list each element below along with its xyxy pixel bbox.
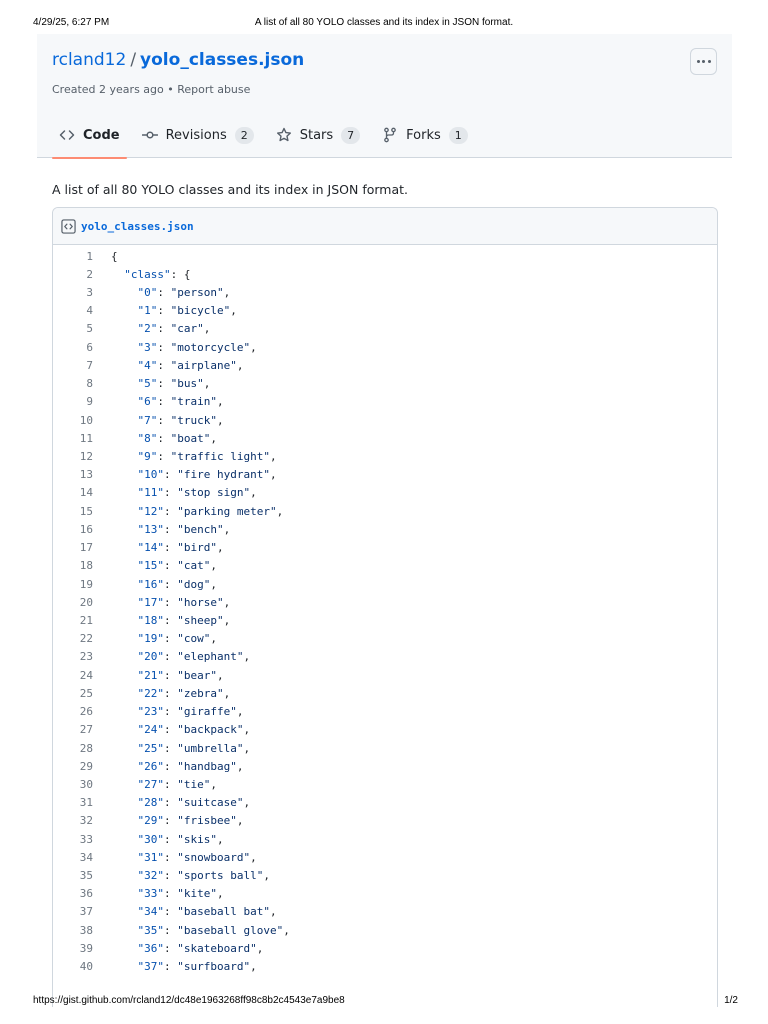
line-code: "26": "handbag", — [137, 759, 244, 773]
line-number[interactable]: 32 — [79, 814, 93, 828]
tab-forks[interactable] — [375, 122, 475, 148]
line-code: "7": "truck", — [137, 413, 224, 427]
line-number[interactable]: 28 — [79, 741, 93, 755]
code-line — [53, 247, 717, 265]
tab-code[interactable] — [52, 122, 127, 148]
line-number[interactable]: 29 — [79, 759, 93, 773]
file-name-link[interactable]: yolo_classes.json — [81, 219, 194, 233]
line-number[interactable]: 8 — [86, 377, 93, 391]
code-line — [53, 502, 717, 520]
line-code: "37": "surfboard", — [137, 960, 257, 974]
line-number[interactable]: 39 — [79, 941, 93, 955]
gist-meta — [52, 83, 250, 96]
repo-forked-icon — [382, 127, 398, 143]
line-number[interactable]: 20 — [79, 595, 93, 609]
line-number[interactable]: 36 — [79, 887, 93, 901]
more-options-button[interactable] — [690, 48, 717, 75]
star-icon — [276, 127, 292, 143]
line-number[interactable]: 30 — [79, 777, 93, 791]
code-line — [53, 520, 717, 538]
code-line — [53, 958, 717, 976]
line-code: "1": "bicycle", — [137, 304, 237, 318]
line-code: "34": "baseball bat", — [137, 905, 277, 919]
line-number[interactable]: 11 — [79, 431, 93, 445]
file-header — [53, 208, 717, 245]
code-icon — [59, 127, 75, 143]
line-code: "33": "kite", — [137, 887, 224, 901]
code-line — [53, 539, 717, 557]
gist-title — [52, 50, 304, 70]
line-number[interactable]: 2 — [86, 267, 93, 281]
code-line — [53, 684, 717, 702]
code-line — [53, 265, 717, 283]
line-number[interactable]: 34 — [79, 850, 93, 864]
line-number[interactable]: 26 — [79, 705, 93, 719]
tab-revisions[interactable] — [135, 122, 261, 148]
line-code: "13": "bench", — [137, 522, 231, 536]
code-line — [53, 375, 717, 393]
line-number[interactable]: 12 — [79, 450, 93, 464]
code-line — [53, 411, 717, 429]
line-number[interactable]: 19 — [79, 577, 93, 591]
gist-description: A list of all 80 YOLO classes and its index in JSON format. — [52, 182, 409, 197]
line-code: "4": "airplane", — [137, 358, 244, 372]
code-line — [53, 356, 717, 374]
code-line — [53, 466, 717, 484]
tab-code-label: Code — [83, 127, 120, 143]
tab-forks-label: Forks — [406, 127, 441, 143]
code-line — [53, 721, 717, 739]
line-code: "17": "horse", — [137, 595, 231, 609]
line-number[interactable]: 35 — [79, 869, 93, 883]
code-line — [53, 903, 717, 921]
line-number[interactable]: 13 — [79, 468, 93, 482]
line-code: "6": "train", — [137, 395, 224, 409]
line-code: "28": "suitcase", — [137, 796, 251, 810]
line-code: "31": "snowboard", — [137, 850, 257, 864]
line-code: "14": "bird", — [137, 541, 224, 555]
gist-filename-link[interactable]: yolo_classes.json — [140, 50, 305, 70]
revisions-count: 2 — [235, 127, 254, 144]
print-date: 4/29/25, 6:27 PM — [33, 17, 110, 28]
line-code: "24": "backpack", — [137, 723, 251, 737]
line-number[interactable]: 4 — [86, 304, 93, 318]
line-code: "15": "cat", — [137, 559, 217, 573]
code-line — [53, 866, 717, 884]
line-number[interactable]: 17 — [79, 541, 93, 555]
code-line — [53, 283, 717, 301]
line-number[interactable]: 14 — [79, 486, 93, 500]
line-code: "20": "elephant", — [137, 650, 251, 664]
code-line — [53, 393, 717, 411]
code-line — [53, 320, 717, 338]
line-number[interactable]: 37 — [79, 905, 93, 919]
line-number[interactable]: 25 — [79, 686, 93, 700]
kebab-horizontal-icon — [697, 60, 700, 63]
code-line — [53, 447, 717, 465]
code-line — [53, 557, 717, 575]
line-number[interactable]: 7 — [86, 358, 93, 372]
line-number[interactable]: 15 — [79, 504, 93, 518]
line-code: "3": "motorcycle", — [137, 340, 257, 354]
line-code: "21": "bear", — [137, 668, 224, 682]
git-commit-icon — [142, 127, 158, 143]
code-line — [53, 939, 717, 957]
code-square-icon — [61, 219, 76, 234]
line-code: "35": "baseball glove", — [137, 923, 290, 937]
line-number[interactable]: 9 — [86, 395, 93, 409]
line-number[interactable]: 16 — [79, 522, 93, 536]
line-code: "10": "fire hydrant", — [137, 468, 277, 482]
line-code: "2": "car", — [137, 322, 211, 336]
line-number[interactable]: 3 — [86, 286, 93, 300]
code-line — [53, 338, 717, 356]
line-code: "18": "sheep", — [137, 613, 231, 627]
tab-stars[interactable] — [269, 122, 367, 148]
code-line — [53, 666, 717, 684]
stars-count: 7 — [341, 127, 360, 144]
line-number[interactable]: 23 — [79, 650, 93, 664]
line-code: "8": "boat", — [137, 431, 217, 445]
tab-stars-label: Stars — [299, 127, 334, 143]
title-separator: / — [130, 50, 137, 70]
code-line — [53, 429, 717, 447]
line-number[interactable]: 31 — [79, 796, 93, 810]
code-line — [53, 484, 717, 502]
line-code: "23": "giraffe", — [137, 705, 244, 719]
line-code: "0": "person", — [137, 286, 231, 300]
print-page-number: 1/2 — [724, 995, 738, 1006]
code-line — [53, 593, 717, 611]
code-line — [53, 757, 717, 775]
created-text: Created 2 years ago — [52, 83, 164, 96]
line-code: "16": "dog", — [137, 577, 217, 591]
code-line — [53, 830, 717, 848]
gist-tabs — [52, 122, 483, 157]
line-code: "27": "tie", — [137, 777, 217, 791]
line-code: "9": "traffic light", — [137, 450, 277, 464]
line-code: "36": "skateboard", — [137, 941, 264, 955]
line-number[interactable]: 33 — [79, 832, 93, 846]
line-code: { — [111, 249, 118, 263]
code-line — [53, 611, 717, 629]
file-box — [52, 207, 718, 1007]
line-number[interactable]: 6 — [86, 340, 93, 354]
line-number[interactable]: 21 — [79, 613, 93, 627]
forks-count: 1 — [449, 127, 468, 144]
code-line — [53, 794, 717, 812]
line-number[interactable]: 24 — [79, 668, 93, 682]
report-abuse-link[interactable]: Report abuse — [177, 83, 251, 96]
code-line — [53, 630, 717, 648]
code-line — [53, 775, 717, 793]
line-code: "25": "umbrella", — [137, 741, 251, 755]
line-code: "class": { — [124, 267, 191, 281]
code-line — [53, 575, 717, 593]
code-line — [53, 848, 717, 866]
line-number[interactable]: 38 — [79, 923, 93, 937]
code-line — [53, 739, 717, 757]
line-code: "12": "parking meter", — [137, 504, 284, 518]
line-code: "29": "frisbee", — [137, 814, 244, 828]
line-code: "19": "cow", — [137, 632, 217, 646]
code-line — [53, 921, 717, 939]
code-line — [53, 648, 717, 666]
line-code: "32": "sports ball", — [137, 869, 270, 883]
owner-link[interactable]: rcland12 — [52, 50, 127, 70]
line-code: "22": "zebra", — [137, 686, 231, 700]
print-header — [0, 17, 768, 31]
line-code: "30": "skis", — [137, 832, 224, 846]
code-line — [53, 302, 717, 320]
gist-header — [37, 34, 732, 158]
line-number[interactable]: 10 — [79, 413, 93, 427]
line-code: "11": "stop sign", — [137, 486, 257, 500]
code-line — [53, 812, 717, 830]
code-line — [53, 702, 717, 720]
line-number[interactable]: 22 — [79, 632, 93, 646]
line-number[interactable]: 5 — [86, 322, 93, 336]
meta-bullet: • — [167, 83, 174, 96]
line-number[interactable]: 1 — [86, 249, 93, 263]
line-number[interactable]: 40 — [79, 960, 93, 974]
print-footer — [0, 995, 768, 1009]
code-line — [53, 885, 717, 903]
print-url: https://gist.github.com/rcland12/dc48e1963268ff98c8b2c4543e7a9be8 — [33, 995, 345, 1006]
code-view — [53, 245, 717, 976]
line-number[interactable]: 27 — [79, 723, 93, 737]
line-code: "5": "bus", — [137, 377, 211, 391]
line-number[interactable]: 18 — [79, 559, 93, 573]
print-page-title: A list of all 80 YOLO classes and its index in JSON format. — [254, 17, 514, 28]
tab-revisions-label: Revisions — [165, 127, 227, 143]
